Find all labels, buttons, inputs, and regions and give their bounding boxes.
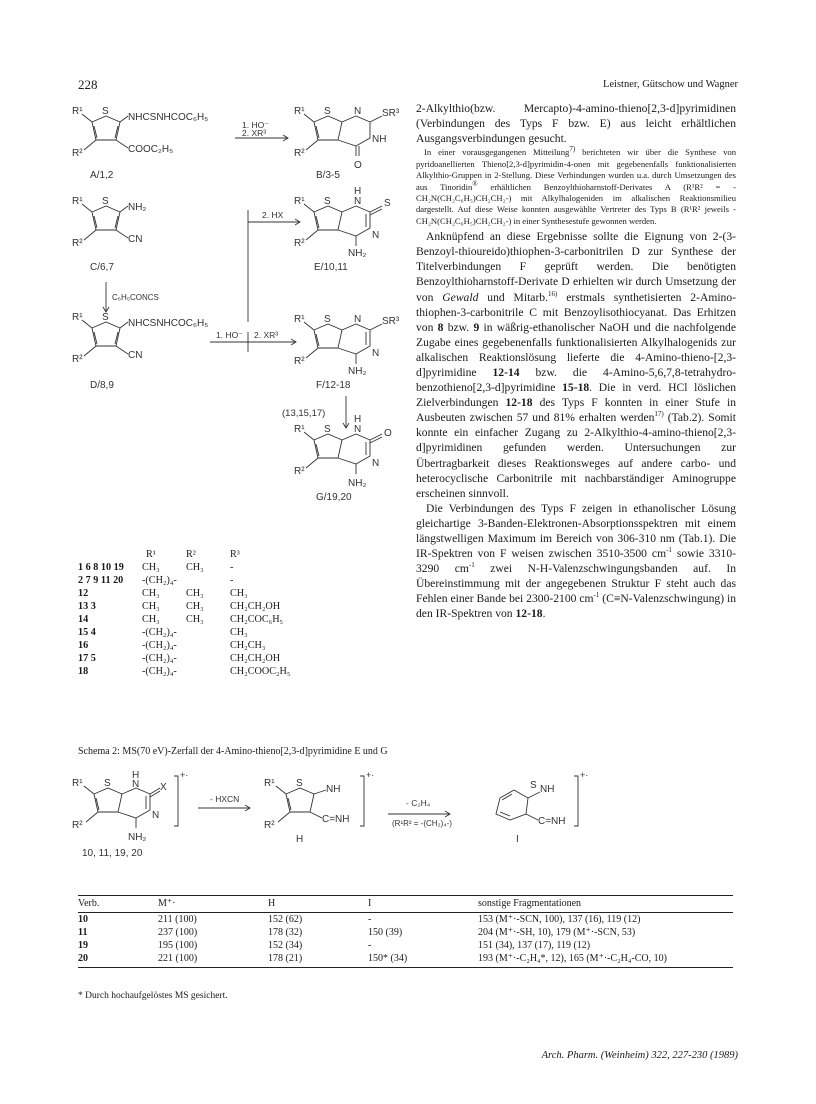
e-n: N — [354, 196, 362, 207]
b-sr: SR³ — [382, 108, 400, 119]
ms-compound: 19 — [78, 940, 88, 951]
p4-text-a: Die Verbindungen des Typs F zeigen in ethanolischer Lösung gleichartige 3-Banden-Elektronen-Absorptionsspektren mit einem längstwelligen Maximum im Bereich von 306-310 nm (Tab.1). Die IR-Spektren von F weisen zwischen 3510-3500 cm — [416, 501, 736, 561]
subst-r3: - — [230, 562, 234, 573]
d-sub-top: NHCSNHCOC₆H₅ — [128, 318, 209, 329]
subst-r1: -(CH₂)₄- — [142, 666, 177, 677]
p2-registered: ® — [472, 179, 478, 188]
ms-i: 150 (39) — [368, 927, 403, 938]
p3-text-h: des Typs F konnten in einer Stufe in Ausbeuten zwischen 57 und 81% erhalten werden — [416, 396, 736, 425]
ms-i: - — [368, 940, 372, 951]
substituent-header-row — [78, 548, 294, 561]
ms-fragmentation-table — [78, 895, 733, 968]
f-s: S — [324, 314, 331, 325]
b-o: O — [354, 160, 362, 171]
p2-text-b: berichteten wir über die Synthese von pyridoanellierten Thieno[2,3-d]pyrimidin-4-onen mit gegebenenfalls funktionalisierten Alkylthio-Gruppen in 2-Stellung. Diese Verbindungen wurden u.a. durch Umsetzungen des aus Tinoridin — [416, 147, 736, 192]
ms-m: 221 (100) — [158, 952, 268, 968]
d-r1: R¹ — [72, 312, 83, 323]
reagent-c-e: 2. HX — [262, 210, 284, 220]
s2-i-s: S — [530, 780, 537, 791]
compound-f-structure — [304, 322, 382, 364]
compound-e-structure — [304, 204, 382, 246]
p3-compound-8: 8 — [437, 320, 444, 334]
f-sr: SR³ — [382, 316, 400, 327]
d-s: S — [102, 312, 109, 323]
g-s: S — [324, 424, 331, 435]
reaction-scheme-2 — [70, 768, 750, 878]
s2-step-1: - HXCN — [210, 794, 240, 804]
ms-other: 151 (34), 137 (17), 119 (12) — [478, 940, 591, 951]
s2-h-r2: R² — [264, 820, 275, 831]
p4-text-e: . — [542, 607, 546, 621]
subst-r3: CH₂CH₃ — [230, 640, 266, 651]
compound-g-label: G/19,20 — [316, 492, 352, 503]
e-h: H — [354, 186, 362, 197]
reagent-f-g: (13,15,17) — [282, 408, 326, 419]
compound-c-structure — [82, 204, 128, 240]
c-s: S — [102, 196, 109, 207]
subst-r3: CH₂COC₆H₅ — [230, 614, 284, 625]
table-row — [78, 926, 733, 939]
e-s: S — [324, 196, 331, 207]
table-row — [78, 574, 294, 587]
ms-compound: 20 — [78, 952, 158, 968]
p3-text-f: bzw. die 4-Amino-5,6,7,8-tetrahydro-benzothieno[2,3-d]pyrimidine — [416, 365, 736, 395]
compound-b-label: B/3-5 — [316, 170, 340, 181]
subst-r3: CH₂CH₂OH — [230, 601, 281, 612]
subst-header-0 — [78, 548, 142, 561]
table-row — [78, 639, 294, 652]
s2-i-nh: NH — [540, 784, 555, 795]
ms-m: 237 (100) — [158, 927, 198, 938]
substituent-table — [78, 548, 294, 678]
subst-r2 — [186, 574, 230, 587]
s2-nh2: NH₂ — [128, 832, 147, 843]
p4-text-c: zwei N-H-Valenzschwingungsbanden auf. In Übereinstimmung mit der angegebenen Struktur F steht auch das Fehlen einer Bande bei 2300-2100 cm — [416, 562, 737, 606]
page-number: 228 — [78, 77, 98, 92]
s2-h-nh: NH — [326, 784, 341, 795]
paragraph-synthesis — [416, 229, 736, 501]
subst-r2: CH₃ — [186, 562, 204, 573]
subst-r1: -(CH₂)₄- — [142, 653, 177, 664]
subst-compound: 18 — [78, 666, 89, 677]
subst-r1: -(CH₂)₄- — [142, 627, 177, 638]
p3-gewald: Gewald — [442, 290, 479, 304]
e-r1: R¹ — [294, 196, 305, 207]
g-n: N — [354, 424, 362, 435]
ms-m: 195 (100) — [158, 940, 198, 951]
table-row — [78, 613, 294, 626]
p3-text-e: in wäßrig-ethanolischer NaOH und die nachfolgende Zugabe eines gegebenenfalls funktionalisierten Alkylhalogenids zur alkalischen Reaktionslösung lieferte die 4-Amino-thieno-[2,3-d]pyrimidine — [416, 320, 736, 379]
subst-header-r1: R¹ — [146, 549, 156, 560]
ms-h: 152 (34) — [268, 940, 303, 951]
subst-compound: 1 6 8 10 19 — [78, 562, 124, 573]
g-nh2: NH₂ — [348, 478, 367, 489]
reagent-c-d: C₆H₅CONCS — [112, 293, 159, 302]
b-n: N — [354, 106, 362, 117]
ms-i: - — [368, 914, 372, 925]
ms-h: 178 (21) — [268, 952, 368, 968]
p3-text-c: erstmals synthetisierten 2-Amino-thiophen-3-carbonitrile C mit Benzoylisothiocyanat. Das Erhitzen von — [416, 290, 737, 334]
compound-b-structure — [304, 114, 382, 156]
subst-compound: 13 3 — [78, 601, 96, 612]
subst-r3: - — [230, 575, 234, 586]
p3-text-d: bzw. — [443, 320, 474, 334]
subst-r2 — [186, 652, 230, 665]
a-sub-top: NHCSNHCOC₆H₅ — [128, 112, 209, 123]
subst-compound: 17 5 — [78, 653, 96, 664]
g-h: H — [354, 414, 362, 425]
s2-h-r1: R¹ — [264, 778, 275, 789]
p3-compound-9: 9 — [473, 320, 480, 334]
f-r1: R¹ — [294, 314, 305, 325]
ms-other: 153 (M⁺·-SCN, 100), 137 (16), 119 (12) — [478, 914, 641, 925]
subst-r2: CH₃ — [186, 614, 204, 625]
s2-h-s: S — [296, 778, 303, 789]
s2-n2: N — [152, 810, 160, 821]
s2-h-cnh: C=NH — [322, 814, 350, 825]
f-r2: R² — [294, 356, 305, 367]
g-r2: R² — [294, 466, 305, 477]
s2-charge-1: +· — [180, 770, 189, 780]
s2-step-2: - C₂H₄ — [406, 798, 431, 808]
subst-r1: -(CH₂)₄- — [142, 640, 177, 651]
f-n: N — [354, 314, 362, 325]
subst-compound: 14 — [78, 614, 89, 625]
subst-header-r3: R³ — [230, 549, 240, 560]
subst-r1: CH₃ — [142, 588, 160, 599]
scheme-2-caption: Schema 2: MS(70 eV)-Zerfall der 4-Amino-thieno[2,3-d]pyrimidine E und G — [78, 746, 388, 757]
ms-h: 152 (62) — [268, 914, 303, 925]
s2-charge-2: +· — [366, 770, 375, 780]
ms-m: 211 (100) — [158, 914, 197, 925]
p4-sup-1: -1 — [666, 546, 672, 555]
g-r1: R¹ — [294, 424, 305, 435]
p4-text-b: sowie 3310-3290 cm — [416, 547, 736, 576]
table-row — [78, 952, 733, 968]
ms-other: 204 (M⁺·-SH, 10), 179 (M⁺·-SCN, 53) — [478, 927, 636, 938]
s2-s: S — [104, 778, 111, 789]
s2-step-2-cond: (R¹R² = -(CH₂)₄-) — [392, 819, 452, 828]
subst-compound: 15 4 — [78, 627, 96, 638]
table-footnote: * Durch hochaufgelöstes MS gesichert. — [78, 991, 228, 1001]
subst-compound: 12 — [78, 588, 89, 599]
s2-n: N — [132, 779, 140, 790]
e-r2: R² — [294, 238, 305, 249]
compound-e-label: E/10,11 — [314, 262, 348, 273]
scheme-2-label-h: H — [296, 834, 304, 845]
d-cn: CN — [128, 350, 143, 361]
ms-other: 193 (M⁺·-C₂H₄*, 12), 165 (M⁺·-C₂H₄-CO, 10) — [478, 952, 733, 968]
d-r2: R² — [72, 354, 83, 365]
reagent-a-b-2: 2. XR³ — [242, 128, 267, 138]
c-nh2: NH₂ — [128, 202, 147, 213]
ms-header-other: sonstige Fragmentationen — [478, 896, 733, 913]
journal-reference: Arch. Pharm. (Weinheim) 322, 227-230 (1989) — [541, 1050, 738, 1061]
c-r2: R² — [72, 238, 83, 249]
table-row — [78, 652, 294, 665]
c-cn: CN — [128, 234, 143, 245]
table-row — [78, 587, 294, 600]
ms-h: 178 (32) — [268, 927, 303, 938]
e-s-exo: S — [384, 198, 391, 209]
paragraph-background — [416, 147, 736, 227]
subst-r3: CH₂COOC₂H₅ — [230, 666, 291, 677]
compound-g-structure — [304, 432, 382, 474]
subst-r2 — [186, 626, 230, 639]
subst-r1: CH₃ — [142, 601, 160, 612]
compound-a-structure — [82, 114, 128, 150]
p3-text-i: (Tab.2). Somit konnte ein einfacher Zugang zu 2-Alkylthio-4-amino-thieno[2,3-d]pyrimidinen gefunden werden. Untersuchungen zur Übertragbarkeit dieses Reaktionsweges auf andere carbo- und heterocyclische Carbonitrile mit nachbarständiger Aminogruppe erscheinen sinnvoll. — [416, 411, 736, 500]
b-s: S — [324, 106, 331, 117]
p3-text-b: und Mitarb. — [478, 290, 549, 304]
ms-header-row — [78, 896, 733, 913]
p4-sup-3: -1 — [593, 591, 600, 600]
paragraph-spectra — [416, 501, 736, 622]
reaction-scheme-1 — [70, 100, 410, 520]
p3-compounds-12-18: 12-18 — [505, 396, 533, 410]
subst-r2: CH₃ — [186, 588, 204, 599]
reagent-d-f-2: 2. XR³ — [254, 330, 279, 340]
p3-text-a: Anknüpfend an diese Ergebnisse sollte die Eignung von 2-(3-Benzoyl-thioureido)thiophen-3-carbonitrilen D zur Synthese der Titelverbindungen F geprüft werden. Die benötigten Benzoylthioharnstoff-Derivate D erhielten wir durch Umsetzung der von — [416, 230, 736, 304]
b-nh: NH — [372, 134, 387, 145]
a-r2: R² — [72, 148, 83, 159]
p2-text-c: erhältlichen Benzoylthioharnstoff-Derivates A (R¹R² = -CH₂N(CH₂C₆H₅)CH₂CH₂-) mit Alkylhalogeniden im alkalischen Reaktionsmilieu dargestellt. Auf diese Weise konnten ausgewählte Vertreter des Typs B (R¹R² jeweils -CH₂N(CH₂C₆H₅)CH₂CH₂-) in einer Synthesestufe gewonnen werden. — [416, 181, 737, 226]
ms-compound: 11 — [78, 927, 88, 938]
c-r1: R¹ — [72, 196, 83, 207]
p2-ref: 7) — [569, 145, 576, 154]
g-o: O — [384, 428, 392, 439]
reagent-d-f-1: 1. HO⁻ — [216, 330, 243, 340]
e-nh2: NH₂ — [348, 248, 367, 259]
ms-header-h: H — [268, 896, 368, 913]
p3-ref-1: 16) — [548, 289, 558, 298]
s2-r2: R² — [72, 820, 83, 831]
table-row — [78, 913, 733, 927]
running-head: Leistner, Gütschow und Wagner — [602, 79, 738, 90]
p3-compounds-12-14: 12-14 — [492, 365, 520, 379]
compound-c-label: C/6,7 — [90, 262, 114, 273]
p3-text-g: . Die in verd. HCl löslichen Zielverbindungen — [416, 381, 736, 410]
f-nh2: NH₂ — [348, 366, 367, 377]
p3-ref-2: 17) — [654, 410, 664, 419]
b-r2: R² — [294, 148, 305, 159]
p3-compounds-15-18: 15-18 — [562, 381, 590, 395]
table-row — [78, 665, 294, 678]
subst-r2 — [186, 639, 230, 652]
ms-header-compound: Verb. — [78, 896, 158, 913]
compound-d-label: D/8,9 — [90, 380, 114, 391]
reagent-a-b-1: 1. HO⁻ — [242, 120, 269, 130]
s2-i-cnh: C=NH — [538, 816, 566, 827]
s2-h: H — [132, 770, 140, 781]
scheme-2-label-i: I — [516, 834, 519, 845]
subst-header-r2: R² — [186, 549, 196, 560]
table-row — [78, 939, 733, 952]
subst-compound: 16 — [78, 640, 89, 651]
subst-r1: CH₃ — [142, 614, 160, 625]
subst-r2: CH₃ — [186, 601, 204, 612]
ms-i: 150* (34) — [368, 952, 478, 968]
subst-r1: CH₃ — [142, 562, 160, 573]
ms-header-m: M⁺· — [158, 896, 268, 913]
p4-sup-2: -1 — [468, 561, 475, 570]
b-r1: R¹ — [294, 106, 305, 117]
subst-r3: CH₃ — [230, 588, 248, 599]
s2-charge-3: +· — [580, 770, 589, 780]
subst-r3: CH₃ — [230, 627, 248, 638]
s2-start-label: 10, 11, 19, 20 — [82, 848, 143, 859]
s2-r1: R¹ — [72, 778, 83, 789]
a-r1: R¹ — [72, 106, 83, 117]
subst-r3: CH₂CH₂OH — [230, 653, 281, 664]
f-n2: N — [372, 348, 380, 359]
table-row — [78, 561, 294, 574]
a-sub-bottom: COOC₂H₅ — [128, 144, 174, 155]
body-text-column — [416, 101, 736, 622]
subst-r1: -(CH₂)₄- — [142, 575, 177, 586]
p4-compounds-12-18: 12-18 — [515, 607, 543, 621]
compound-d-structure — [82, 320, 128, 356]
compound-f-label: F/12-18 — [316, 380, 351, 391]
subst-compound: 2 7 9 11 20 — [78, 575, 124, 586]
ms-header-i: I — [368, 896, 478, 913]
ms-compound: 10 — [78, 914, 88, 925]
g-n2: N — [372, 458, 380, 469]
table-row — [78, 600, 294, 613]
a-s: S — [102, 106, 109, 117]
e-n2: N — [372, 230, 380, 241]
p4-text-d: (C≡N-Valenzschwingung) in den IR-Spektren von — [416, 592, 736, 621]
compound-a-label: A/1,2 — [90, 170, 114, 181]
s2-x: X — [160, 782, 167, 793]
subst-r2 — [186, 665, 230, 678]
paragraph-intro-end: 2-Alkylthio(bzw. Mercapto)-4-amino-thieno[2,3-d]pyrimidinen (Verbindungen des Typs F bzw. E) aus leicht erhältlichen Ausgangsverbindungen gesucht. — [416, 102, 736, 146]
table-row — [78, 626, 294, 639]
p2-text-a: In einer vorausgegangenen Mitteilung — [424, 147, 570, 158]
